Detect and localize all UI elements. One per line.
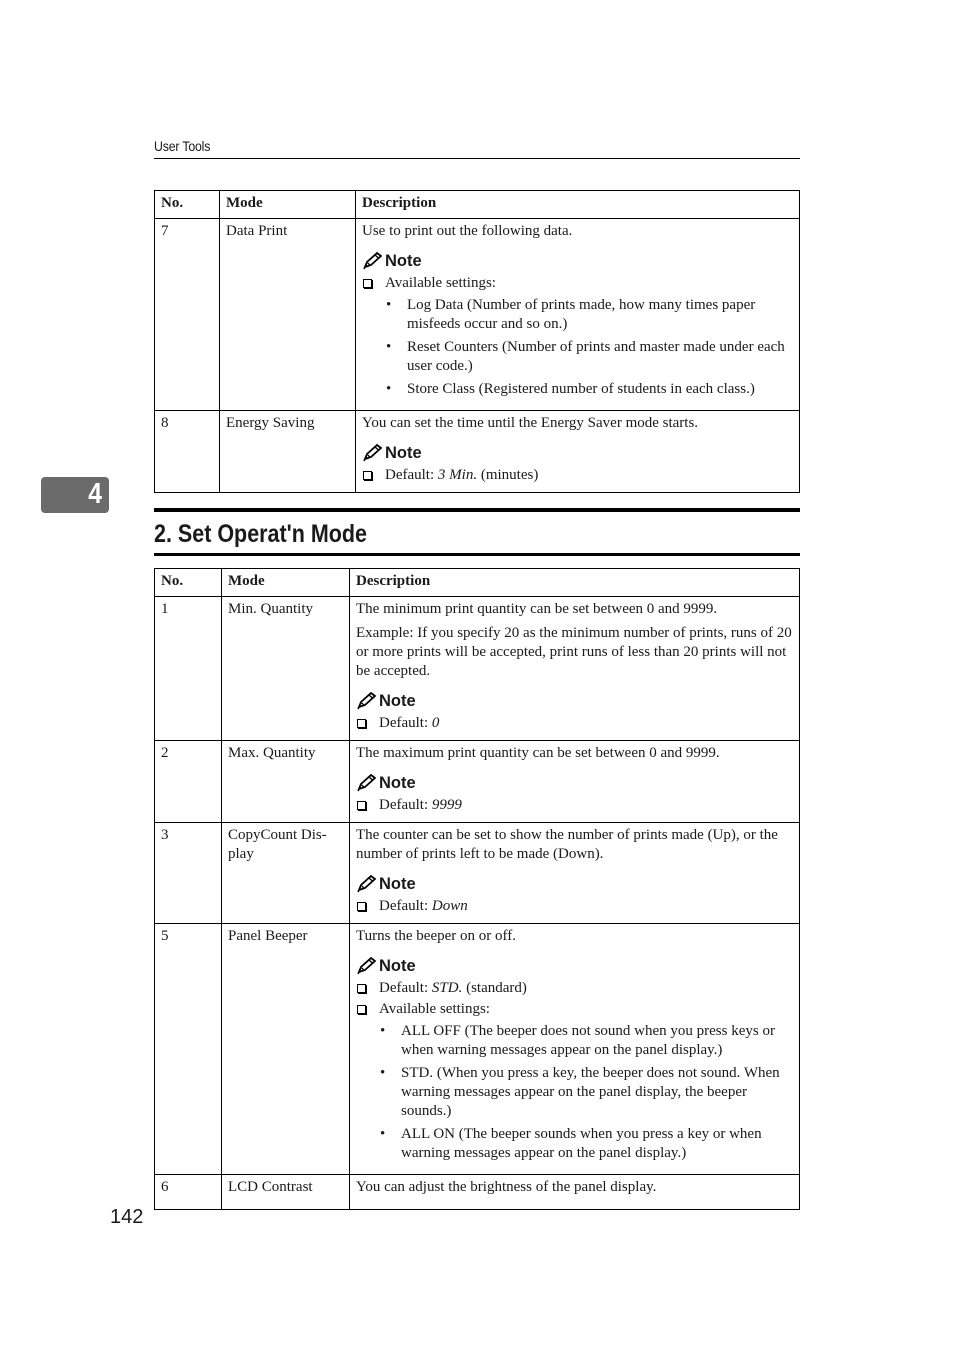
settings-list-item: • ALL OFF (The beeper does not sound when you press keys or when warning messages appear on the panel display.) (401, 1022, 793, 1060)
note-heading (356, 772, 793, 794)
table-row (155, 741, 800, 823)
description-text: The minimum print quantity can be set between 0 and 9999. (356, 601, 718, 617)
mode-cell: Max. Quantity (222, 741, 350, 823)
page-number: 142 (110, 1206, 144, 1228)
settings-table-1 (154, 190, 800, 493)
pencil-note-icon (362, 252, 385, 270)
description-cell (350, 823, 800, 924)
note-suffix: (standard) (462, 980, 527, 996)
mode-cell: Panel Beeper (222, 924, 350, 1175)
running-head (154, 138, 800, 159)
section-heading (154, 508, 800, 556)
table-row (155, 597, 800, 741)
chapter-number: 4 (88, 478, 102, 510)
note-label: Note (385, 443, 422, 462)
description-cell (350, 741, 800, 823)
default-value: 9999 (431, 797, 462, 813)
note-prefix: Default: (379, 980, 432, 996)
note-heading (362, 250, 793, 272)
column-header: No. (155, 569, 222, 597)
table-row (155, 1175, 800, 1210)
note-heading (356, 690, 793, 712)
note-text: Available settings: (379, 1001, 490, 1017)
note-prefix: Default: (379, 898, 432, 914)
note-prefix: Default: (379, 797, 432, 813)
chapter-tab (41, 477, 109, 513)
column-header: Description (356, 191, 800, 219)
column-header: Mode (222, 569, 350, 597)
default-value: 3 Min. (437, 467, 478, 483)
description-cell (356, 219, 800, 411)
settings-list-item: • Reset Counters (Number of prints and master made under each user code.) (407, 338, 793, 376)
row-number-cell: 8 (155, 411, 220, 493)
note-prefix: Default: (379, 715, 432, 731)
description-text: The counter can be set to show the number of prints made (Up), or the number of prints left to be made (Down). (356, 827, 778, 862)
note-item (356, 714, 793, 733)
description-cell (350, 1175, 800, 1210)
description-text: Turns the beeper on or off. (356, 928, 516, 944)
note-heading (356, 955, 793, 977)
column-header: Description (350, 569, 800, 597)
note-text: Available settings: (385, 275, 496, 291)
description-example: Example: If you specify 20 as the minimum number of prints, runs of 20 or more prints will be accepted, print runs of less than 20 prints will not be accepted. (356, 625, 792, 679)
note-label: Note (379, 874, 416, 893)
table-header-row (155, 191, 800, 219)
pencil-note-icon (356, 692, 379, 710)
default-value: STD. (431, 980, 463, 996)
description-cell (350, 597, 800, 741)
table-row (155, 219, 800, 411)
mode-cell: Data Print (220, 219, 356, 411)
description-text: Use to print out the following data. (362, 223, 573, 239)
description-text: You can set the time until the Energy Saver mode starts. (362, 415, 699, 431)
row-number-cell: 6 (155, 1175, 222, 1210)
description-cell (356, 411, 800, 493)
note-label: Note (379, 691, 416, 710)
note-suffix: (minutes) (477, 467, 539, 483)
settings-list (362, 296, 793, 399)
table-header-row (155, 569, 800, 597)
default-value: 0 (431, 715, 440, 731)
row-number-cell: 2 (155, 741, 222, 823)
settings-table-2 (154, 568, 800, 1210)
column-header: Mode (220, 191, 356, 219)
table-row (155, 823, 800, 924)
pencil-note-icon (362, 444, 385, 462)
row-number-cell: 7 (155, 219, 220, 411)
table-row (155, 411, 800, 493)
description-cell (350, 924, 800, 1175)
section-title: 2. Set Operat'n Mode (154, 520, 367, 548)
note-item (362, 466, 793, 485)
mode-cell: CopyCount Dis-play (222, 823, 350, 924)
row-number-cell: 5 (155, 924, 222, 1175)
mode-cell: Energy Saving (220, 411, 356, 493)
column-header: No. (155, 191, 220, 219)
note-item (356, 979, 793, 998)
pencil-note-icon (356, 957, 379, 975)
note-item (362, 274, 793, 293)
settings-list-item: • Log Data (Number of prints made, how many times paper misfeeds occur and so on.) (407, 296, 793, 334)
note-label: Note (379, 956, 416, 975)
row-number-cell: 3 (155, 823, 222, 924)
mode-cell: Min. Quantity (222, 597, 350, 741)
note-heading (356, 873, 793, 895)
running-head-text: User Tools (154, 138, 211, 154)
pencil-note-icon (356, 774, 379, 792)
note-label: Note (385, 251, 422, 270)
settings-list (356, 1022, 793, 1163)
mode-cell: LCD Contrast (222, 1175, 350, 1210)
description-text: The maximum print quantity can be set between 0 and 9999. (356, 745, 720, 761)
description-text: You can adjust the brightness of the panel display. (356, 1179, 657, 1195)
note-label: Note (379, 773, 416, 792)
note-heading (362, 442, 793, 464)
settings-list-item: • Store Class (Registered number of students in each class.) (407, 380, 793, 399)
note-prefix: Default: (385, 467, 438, 483)
settings-list-item: • ALL ON (The beeper sounds when you press a key or when warning messages appear on the panel display.) (401, 1125, 793, 1163)
table-row (155, 924, 800, 1175)
note-item (356, 1000, 793, 1019)
default-value: Down (431, 898, 468, 914)
pencil-note-icon (356, 875, 379, 893)
note-item (356, 897, 793, 916)
note-item (356, 796, 793, 815)
settings-list-item: • STD. (When you press a key, the beeper does not sound. When warning messages appear on the panel display, the beeper sounds.) (401, 1064, 793, 1121)
row-number-cell: 1 (155, 597, 222, 741)
